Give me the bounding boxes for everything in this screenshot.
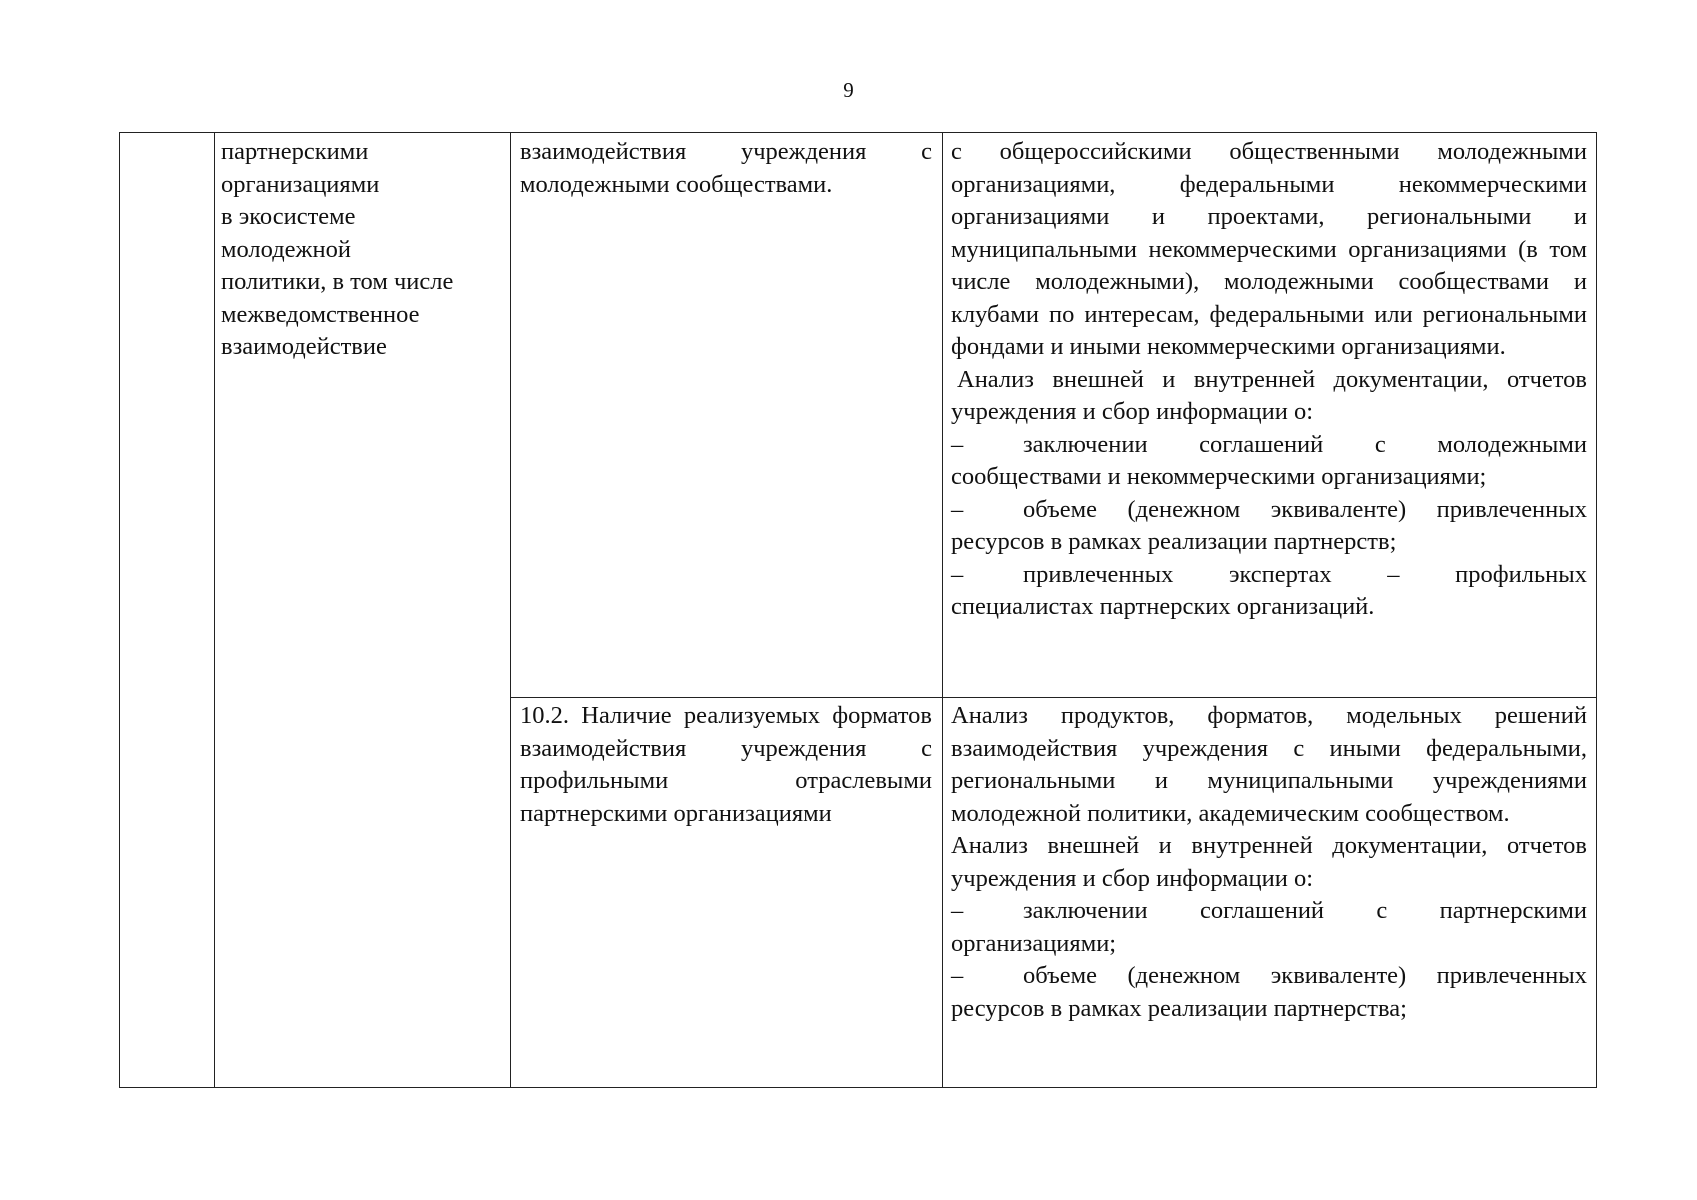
cell-text: взаимодействия учреждения с молодежными сообществами. [520, 138, 932, 198]
cell-text-line: молодежной [221, 235, 351, 263]
dash-marker: – [951, 430, 964, 458]
cell-text-line: политики, в том числе [221, 268, 454, 295]
dash-marker: – [951, 495, 964, 523]
list-item [951, 429, 1587, 494]
list-item-text: привлеченных экспертах – профильных специалистах партнерских организаций. [951, 560, 1587, 620]
cell-text-line: межведомственное [221, 300, 420, 328]
cell-paragraph: Анализ продуктов, форматов, модельных решений взаимодействия учреждения с иными федеральными, региональными и муниципальными учреждениями молодежной политики, академическим сообществом. [951, 702, 1587, 827]
list-item [951, 960, 1587, 1025]
dash-marker: – [951, 897, 964, 924]
cell-text-line: взаимодействие [221, 333, 387, 360]
cell-text-line: в экосистеме [221, 203, 356, 230]
cell-text-line: партнерскими [221, 138, 369, 165]
dash-marker: – [951, 962, 964, 989]
page-number: 9 [843, 78, 854, 102]
criteria-table [119, 132, 1597, 1088]
cell-text-line: организациями [221, 170, 380, 198]
table-column-divider [214, 133, 215, 1087]
list-item [951, 895, 1587, 960]
cell-paragraph: Анализ внешней и внутренней документации, отчетов учреждения и сбор информации о: [951, 365, 1587, 425]
dash-marker: – [951, 560, 964, 588]
list-item-text: заключении соглашений с партнерскими организациями; [951, 897, 1587, 957]
cell-paragraph: с общероссийскими общественными молодежными организациями, федеральными некоммерческими организациями и проектами, региональными и муниципальными некоммерческими организациями (в том числе молодежными), молодежными сообществами и клубами по интересам, федеральными или региональными фондами и иными некоммерческими организациями. [951, 138, 1587, 360]
list-item [951, 559, 1587, 624]
table-column-divider [942, 133, 943, 1087]
table-column-divider [510, 133, 511, 1087]
cell-text: 10.2. Наличие реализуемых форматов взаимодействия учреждения с профильными отраслевыми партнерскими организациями [520, 702, 932, 827]
table-cell-criterion-name [221, 136, 503, 364]
table-cell-method [951, 700, 1587, 1025]
table-cell-indicator [520, 700, 932, 830]
list-item-text: объеме (денежном эквиваленте) привлеченных ресурсов в рамках реализации партнерства; [951, 962, 1587, 1022]
list-item-text: заключении соглашений с молодежными сообществами и некоммерческими организациями; [951, 430, 1587, 490]
cell-paragraph: Анализ внешней и внутренней документации, отчетов учреждения и сбор информации о: [951, 832, 1587, 892]
table-cell-method [951, 136, 1587, 624]
table-cell-indicator [520, 136, 932, 201]
table-row-divider [510, 697, 1596, 698]
list-item [951, 494, 1587, 559]
list-item-text: объеме (денежном эквиваленте) привлеченных ресурсов в рамках реализации партнерств; [951, 495, 1587, 555]
